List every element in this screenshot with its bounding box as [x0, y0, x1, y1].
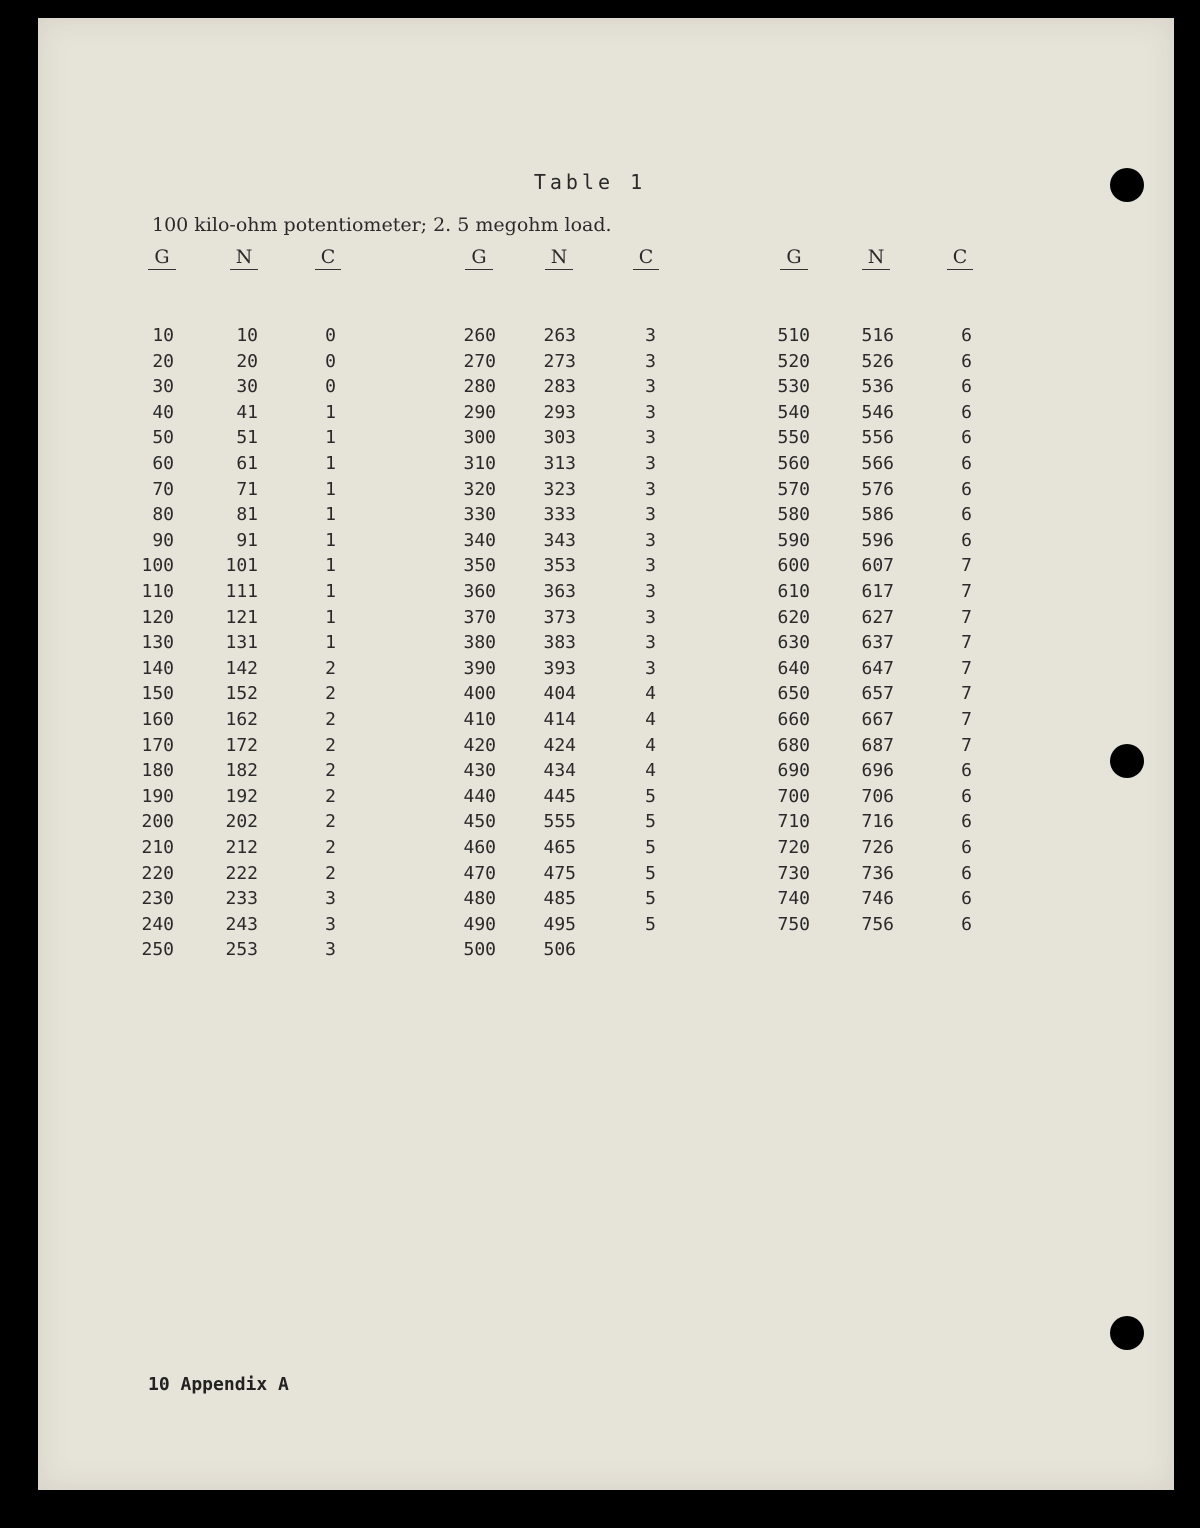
table-cell: 687	[861, 734, 894, 756]
table-cell: 590	[777, 529, 810, 551]
table-cell: 596	[861, 529, 894, 551]
table-cell: 353	[543, 555, 576, 577]
table-cell: 3	[645, 376, 656, 398]
table-cell: 200	[141, 811, 174, 833]
table-cell: 465	[543, 837, 576, 858]
table-cell: 3	[645, 478, 656, 500]
table-cell: 607	[861, 555, 894, 577]
table-cell: 726	[861, 837, 894, 858]
table-cell: 5	[645, 862, 656, 884]
table-cell: 300	[463, 427, 496, 449]
table-cell: 40	[152, 401, 174, 423]
table-cell: 560	[777, 453, 810, 474]
column-header-text: G	[148, 246, 175, 270]
table-cell: 212	[225, 837, 258, 858]
table-cell: 20	[152, 350, 174, 372]
table-cell: 3	[645, 529, 656, 551]
table-cell: 1	[325, 555, 336, 577]
table-cell: 41	[236, 401, 258, 423]
table-cell: 6	[961, 401, 972, 423]
table-cell: 3	[645, 350, 656, 372]
table-subtitle: 100 kilo-ohm potentiometer; 2. 5 megohm load.	[152, 214, 612, 236]
table-cell: 51	[236, 427, 258, 449]
table-cell: 6	[961, 837, 972, 858]
table-cell: 506	[543, 939, 576, 961]
table-cell: 71	[236, 478, 258, 500]
table-cell: 50	[152, 427, 174, 449]
table-cell: 202	[225, 811, 258, 833]
column-header-g-2	[449, 246, 509, 270]
column-header-text: C	[947, 246, 974, 270]
table-cell: 720	[777, 837, 810, 858]
table-cell: 5	[645, 837, 656, 858]
table-cell: 313	[543, 453, 576, 474]
table-cell: 4	[645, 734, 656, 756]
table-cell: 404	[543, 683, 576, 705]
column-header-g-3	[764, 246, 824, 270]
table-cell: 7	[961, 709, 972, 730]
table-cell: 373	[543, 606, 576, 628]
table-cell: 91	[236, 529, 258, 551]
table-cell: 570	[777, 478, 810, 500]
table-cell: 627	[861, 606, 894, 628]
table-cell: 3	[645, 555, 656, 577]
table-cell: 1	[325, 427, 336, 449]
table-cell: 110	[141, 581, 174, 602]
table-cell: 2	[325, 734, 336, 756]
table-cell: 450	[463, 811, 496, 833]
table-cell: 1	[325, 504, 336, 526]
table-cell: 7	[961, 734, 972, 756]
table-cell: 650	[777, 683, 810, 705]
table-cell: 490	[463, 913, 496, 935]
table-cell: 7	[961, 657, 972, 679]
table-cell: 380	[463, 632, 496, 654]
table-cell: 121	[225, 606, 258, 628]
table-cell: 556	[861, 427, 894, 449]
table-cell: 550	[777, 427, 810, 449]
table-cell: 20	[236, 350, 258, 372]
table-cell: 530	[777, 376, 810, 398]
table-cell: 740	[777, 888, 810, 910]
table-cell: 140	[141, 657, 174, 679]
table-cell: 233	[225, 888, 258, 910]
table-cell: 2	[325, 785, 336, 807]
table-cell: 343	[543, 529, 576, 551]
table-cell: 280	[463, 376, 496, 398]
column-header-text: N	[862, 246, 891, 270]
table-cell: 617	[861, 581, 894, 602]
table-cell: 586	[861, 504, 894, 526]
table-cell: 3	[645, 427, 656, 449]
table-cell: 710	[777, 811, 810, 833]
table-cell: 5	[645, 913, 656, 935]
table-cell: 142	[225, 657, 258, 679]
table-cell: 6	[961, 529, 972, 551]
table-cell: 10	[236, 325, 258, 346]
table-title: Table 1	[533, 170, 647, 194]
paper-page	[38, 18, 1174, 1490]
column-header-n-2	[529, 246, 589, 270]
table-cell: 667	[861, 709, 894, 730]
table-cell: 120	[141, 606, 174, 628]
table-cell: 555	[543, 811, 576, 833]
table-cell: 70	[152, 478, 174, 500]
table-cell: 6	[961, 376, 972, 398]
table-cell: 293	[543, 401, 576, 423]
table-cell: 3	[325, 888, 336, 910]
table-cell: 657	[861, 683, 894, 705]
table-cell: 756	[861, 913, 894, 935]
table-cell: 1	[325, 453, 336, 474]
table-cell: 30	[236, 376, 258, 398]
table-cell: 600	[777, 555, 810, 577]
table-cell: 81	[236, 504, 258, 526]
table-cell: 6	[961, 325, 972, 346]
table-cell: 111	[225, 581, 258, 602]
table-cell: 736	[861, 862, 894, 884]
table-cell: 7	[961, 683, 972, 705]
table-cell: 445	[543, 785, 576, 807]
table-cell: 270	[463, 350, 496, 372]
table-cell: 172	[225, 734, 258, 756]
table-cell: 6	[961, 427, 972, 449]
table-cell: 7	[961, 555, 972, 577]
table-cell: 131	[225, 632, 258, 654]
table-cell: 240	[141, 913, 174, 935]
table-cell: 363	[543, 581, 576, 602]
table-cell: 1	[325, 401, 336, 423]
table-cell: 3	[645, 401, 656, 423]
table-cell: 536	[861, 376, 894, 398]
table-cell: 101	[225, 555, 258, 577]
table-cell: 610	[777, 581, 810, 602]
table-cell: 243	[225, 913, 258, 935]
table-cell: 6	[961, 811, 972, 833]
table-cell: 230	[141, 888, 174, 910]
table-cell: 370	[463, 606, 496, 628]
table-cell: 222	[225, 862, 258, 884]
table-cell: 2	[325, 657, 336, 679]
table-cell: 2	[325, 760, 336, 782]
table-cell: 480	[463, 888, 496, 910]
table-cell: 640	[777, 657, 810, 679]
table-cell: 6	[961, 453, 972, 474]
table-cell: 700	[777, 785, 810, 807]
table-cell: 283	[543, 376, 576, 398]
table-cell: 460	[463, 837, 496, 858]
table-cell: 3	[645, 606, 656, 628]
table-cell: 170	[141, 734, 174, 756]
table-cell: 310	[463, 453, 496, 474]
table-cell: 60	[152, 453, 174, 474]
table-cell: 320	[463, 478, 496, 500]
table-cell: 180	[141, 760, 174, 782]
table-cell: 410	[463, 709, 496, 730]
table-cell: 3	[325, 913, 336, 935]
table-cell: 5	[645, 785, 656, 807]
table-cell: 4	[645, 709, 656, 730]
table-cell: 330	[463, 504, 496, 526]
table-cell: 3	[645, 581, 656, 602]
table-cell: 340	[463, 529, 496, 551]
table-cell: 263	[543, 325, 576, 346]
column-header-g-1	[132, 246, 192, 270]
table-cell: 393	[543, 657, 576, 679]
table-cell: 485	[543, 888, 576, 910]
table-cell: 424	[543, 734, 576, 756]
table-cell: 350	[463, 555, 496, 577]
table-cell: 6	[961, 785, 972, 807]
table-cell: 1	[325, 606, 336, 628]
table-cell: 680	[777, 734, 810, 756]
table-cell: 500	[463, 939, 496, 961]
table-cell: 6	[961, 478, 972, 500]
table-cell: 620	[777, 606, 810, 628]
table-cell: 2	[325, 683, 336, 705]
table-cell: 10	[152, 325, 174, 346]
table-cell: 750	[777, 913, 810, 935]
table-cell: 6	[961, 913, 972, 935]
table-cell: 323	[543, 478, 576, 500]
table-cell: 637	[861, 632, 894, 654]
table-cell: 192	[225, 785, 258, 807]
table-cell: 475	[543, 862, 576, 884]
punch-hole-bottom	[1110, 1316, 1144, 1350]
table-cell: 303	[543, 427, 576, 449]
table-cell: 3	[645, 504, 656, 526]
table-cell: 182	[225, 760, 258, 782]
table-cell: 220	[141, 862, 174, 884]
table-cell: 470	[463, 862, 496, 884]
table-cell: 3	[645, 657, 656, 679]
table-cell: 526	[861, 350, 894, 372]
table-cell: 3	[325, 939, 336, 961]
table-cell: 746	[861, 888, 894, 910]
table-cell: 61	[236, 453, 258, 474]
table-cell: 0	[325, 376, 336, 398]
table-cell: 546	[861, 401, 894, 423]
table-cell: 260	[463, 325, 496, 346]
column-header-text: G	[780, 246, 807, 270]
table-cell: 540	[777, 401, 810, 423]
table-cell: 696	[861, 760, 894, 782]
table-cell: 516	[861, 325, 894, 346]
table-cell: 566	[861, 453, 894, 474]
table-cell: 730	[777, 862, 810, 884]
table-cell: 0	[325, 325, 336, 346]
table-cell: 716	[861, 811, 894, 833]
table-cell: 5	[645, 888, 656, 910]
table-cell: 7	[961, 581, 972, 602]
table-cell: 6	[961, 350, 972, 372]
table-cell: 80	[152, 504, 174, 526]
table-cell: 5	[645, 811, 656, 833]
column-header-c-3	[930, 246, 990, 270]
table-cell: 190	[141, 785, 174, 807]
table-cell: 360	[463, 581, 496, 602]
table-cell: 90	[152, 529, 174, 551]
table-cell: 2	[325, 837, 336, 858]
table-cell: 1	[325, 529, 336, 551]
column-header-c-2	[616, 246, 676, 270]
table-cell: 420	[463, 734, 496, 756]
table-cell: 414	[543, 709, 576, 730]
table-cell: 162	[225, 709, 258, 730]
column-header-text: C	[633, 246, 660, 270]
column-header-text: N	[230, 246, 259, 270]
table-cell: 290	[463, 401, 496, 423]
table-cell: 100	[141, 555, 174, 577]
table-cell: 160	[141, 709, 174, 730]
table-cell: 3	[645, 325, 656, 346]
table-cell: 6	[961, 862, 972, 884]
table-cell: 647	[861, 657, 894, 679]
table-cell: 510	[777, 325, 810, 346]
table-cell: 6	[961, 760, 972, 782]
table-cell: 390	[463, 657, 496, 679]
table-cell: 210	[141, 837, 174, 858]
table-cell: 253	[225, 939, 258, 961]
table-cell: 495	[543, 913, 576, 935]
table-cell: 430	[463, 760, 496, 782]
table-cell: 152	[225, 683, 258, 705]
table-cell: 690	[777, 760, 810, 782]
table-cell: 30	[152, 376, 174, 398]
table-cell: 4	[645, 760, 656, 782]
table-cell: 400	[463, 683, 496, 705]
table-cell: 576	[861, 478, 894, 500]
table-cell: 434	[543, 760, 576, 782]
table-cell: 706	[861, 785, 894, 807]
table-cell: 7	[961, 632, 972, 654]
table-cell: 2	[325, 709, 336, 730]
table-cell: 520	[777, 350, 810, 372]
table-cell: 1	[325, 581, 336, 602]
table-cell: 6	[961, 888, 972, 910]
table-cell: 580	[777, 504, 810, 526]
table-cell: 7	[961, 606, 972, 628]
table-cell: 0	[325, 350, 336, 372]
table-cell: 1	[325, 478, 336, 500]
table-cell: 250	[141, 939, 174, 961]
table-cell: 3	[645, 632, 656, 654]
column-header-n-1	[214, 246, 274, 270]
column-header-text: C	[315, 246, 342, 270]
table-cell: 2	[325, 811, 336, 833]
column-header-text: N	[545, 246, 574, 270]
column-header-n-3	[846, 246, 906, 270]
table-cell: 383	[543, 632, 576, 654]
table-cell: 440	[463, 785, 496, 807]
table-cell: 1	[325, 632, 336, 654]
table-cell: 273	[543, 350, 576, 372]
table-cell: 630	[777, 632, 810, 654]
table-cell: 6	[961, 504, 972, 526]
table-cell: 333	[543, 504, 576, 526]
table-cell: 2	[325, 862, 336, 884]
table-cell: 130	[141, 632, 174, 654]
punch-hole-middle	[1110, 744, 1144, 778]
page-footer: 10 Appendix A	[148, 1374, 289, 1395]
table-cell: 3	[645, 453, 656, 474]
table-cell: 4	[645, 683, 656, 705]
table-cell: 150	[141, 683, 174, 705]
table-cell: 660	[777, 709, 810, 730]
column-header-c-1	[298, 246, 358, 270]
column-header-text: G	[465, 246, 492, 270]
